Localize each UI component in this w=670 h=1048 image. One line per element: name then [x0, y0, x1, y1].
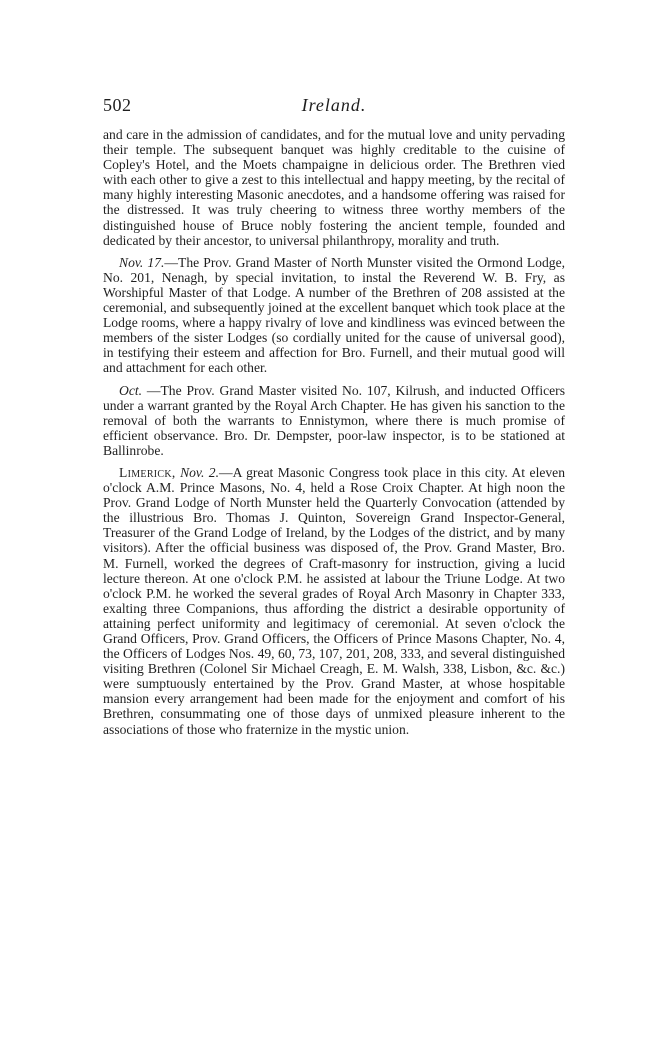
paragraph-3-date: Oct. — [119, 382, 143, 398]
paragraph-4 — [103, 465, 565, 737]
running-title: Ireland. — [301, 95, 367, 115]
paragraph-3 — [103, 383, 565, 458]
paragraph-4-place: Limerick, — [119, 464, 176, 480]
document-page — [103, 95, 565, 744]
paragraph-1-text: and care in the admission of candidates, and for the mutual love and unity pervading their temple. The subsequent banquet was highly creditable to the cuisine of Copley's Hotel, and the Moets champaigne in delicious order. The Brethren vied with each other to give a zest to this intellectual and happy meeting, by the recital of many highly interesting Masonic anecdotes, and a handsome offering was raised for the distressed. It was truly cheering to witness three worthy members of the distinguished house of Bruce nobly fostering the ancient temple, founded and dedicated by their ancestor, to universal philanthropy, morality and truth. — [103, 127, 565, 248]
page-number: 502 — [103, 95, 132, 115]
paragraph-2 — [103, 255, 565, 376]
paragraph-2-date: Nov. 17. — [119, 254, 165, 270]
paragraph-3-text: —The Prov. Grand Master visited No. 107, Kilrush, and inducted Officers under a warrant granted by the Royal Arch Chapter. He has given his sanction to the removal of both the warrants to Ennistymon, where there is much promise of efficient observance. Bro. Dr. Dempster, poor-law inspector, is to be stationed at Ballinrobe. — [103, 382, 565, 458]
paragraph-4-date: Nov. 2. — [175, 464, 220, 480]
paragraph-2-text: —The Prov. Grand Master of North Munster visited the Ormond Lodge, No. 201, Nenagh, by special invitation, to instal the Reverend W. B. Fry, as Worshipful Master of that Lodge. A number of the Brethren of 208 assisted at the ceremonial, and subsequently joined at the excellent banquet which took place at the Lodge rooms, where a happy rivalry of love and kindliness was evinced between the members of the sister Lodges (so cordially united for the cause of universal good), in testifying their esteem and affection for Bro. Furnell, and their mutual good will and attachment for each other. — [103, 254, 565, 376]
paragraph-4-text: —A great Masonic Congress took place in this city. At eleven o'clock A.M. Prince Masons, No. 4, held a Rose Croix Chapter. At high noon the Prov. Grand Lodge of North Munster held the Quarterly Convocation (attended by the illustrious Bro. Thomas J. Quinton, Sovereign Grand Inspector-General, Treasurer of the Grand Lodge of Ireland, by the Lodges of the district, and by many visitors). After the official business was disposed of, the Prov. Grand Master, Bro. M. Furnell, worked the degrees of Craft-masonry for instruction, giving a lucid lecture thereon. At one o'clock P.M. he assisted at labour the Triune Lodge. At two o'clock P.M. he worked the several grades of Royal Arch Masonry in Chapter 333, exalting three Companions, thus affording the district a desirable opportunity of attaining perfect uniformity and legitimacy of ceremonial. At seven o'clock the Grand Officers, Prov. Grand Officers, the Officers of Prince Masons Chapter, No. 4, the Officers of Lodges Nos. 49, 60, 73, 107, 201, 208, 333, and several distinguished visiting Brethren (Colonel Sir Michael Creagh, E. M. Walsh, 338, Lisbon, &c. &c.) were sumptuously entertained by the Prov. Grand Master, at whose hospitable mansion every arrangement had been made for the enjoyment and comfort of his Brethren, consummating one of those days of unmixed pleasure inherent to the associations of those who fraternize in the mystic union. — [103, 464, 566, 737]
paragraph-1 — [103, 127, 565, 248]
running-header — [103, 95, 565, 121]
